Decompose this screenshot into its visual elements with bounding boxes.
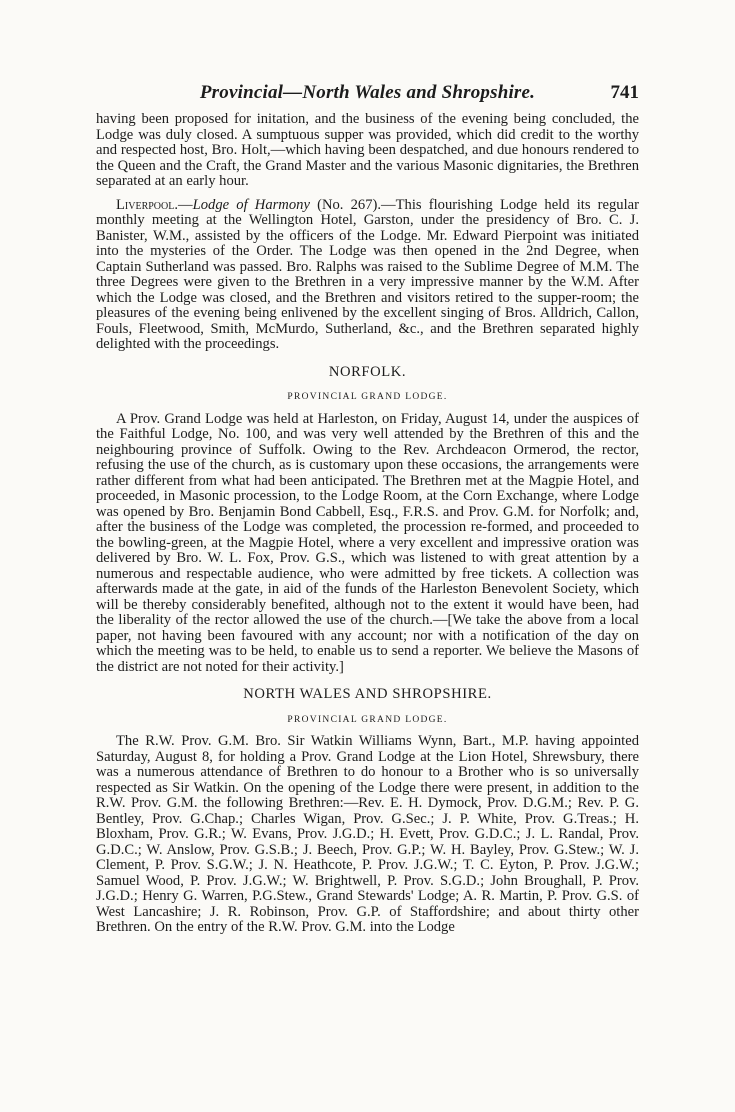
paragraph-liverpool-text: (No. 267).—This flourishing Lodge held its regular monthly meeting at the Wellington Hotel, Garston, under the presidency of Bro. C. J. Banister, W.M., assisted by the officers of the Lodge. Mr. Edward Pierpoint was initiated into the mysteries of the Order. The Lodge was then opened in the 2nd Degree, when Captain Sutherland was passed. Bro. Ralphs was raised to the Sublime Degree of M.M. The three Degrees were given to the Brethren in a very impressive manner by the W.M. After which the Lodge was closed, and the Brethren and visitors retired to the supper-room; the pleasures of the evening being enlivened by the excellent singing of Bros. Alldrich, Callon, Fouls, Fleetwood, Smith, McMurdo, Sutherland, &c., and the Brethren separated highly delighted with the proceedings. [96, 196, 639, 352]
dash: — [178, 196, 193, 213]
place-name: Liverpool. [116, 196, 179, 213]
paragraph-liverpool [96, 198, 639, 353]
subheading-norfolk: PROVINCIAL GRAND LODGE. [287, 392, 448, 402]
paragraph-continuation: having been proposed for initation, and the business of the evening being concluded, the Lodge was duly closed. A sumptuous supper was provided, which did credit to the worthy and respected host, Bro. Holt,—which having been despatched, and due honours rendered to the Queen and the Craft, the Grand Master and the various Masonic dignitaries, the Brethren separated at an early hour. [96, 111, 639, 189]
page-number: 741 [610, 82, 639, 103]
paragraph-norfolk: A Prov. Grand Lodge was held at Harleston, on Friday, August 14, under the auspices of the Faithful Lodge, No. 100, and was very well attended by the Brethren of this and the neighbouring province of Suffolk. Owing to the Rev. Archdeacon Ormerod, the rector, refusing the use of the church, as is customary upon these occasions, the arrangements were rather different from what had been anticipated. The Brethren met at the Magpie Hotel, and proceeded, in Masonic procession, to the Lodge Room, at the Corn Exchange, where Lodge was opened by Bro. Benjamin Bond Cabbell, Esq., F.R.S. and Prov. G.M. for Norfolk; and, after the business of the Lodge was completed, the procession re-formed, and proceeded to the bowling-green, at the Magpie Hotel, where a very excellent and impressive oration was delivered by Bro. W. L. Fox, Prov. G.S., which was listened to with great attention by a numerous and respectable audience, who were admitted by free tickets. A collection was afterwards made at the gate, in aid of the funds of the Harleston Benevolent Society, which will be thereby considerably benefited, although not to the extent it would have been, had the liberality of the rector allowed the use of the church.—[We take the above from a local paper, not having been favoured with any account; nor with a notification of the day on which the meeting was to be held, to enable us to send a reporter. We believe the Masons of the district are not noted for their activity.] [96, 410, 639, 675]
lodge-name: Lodge of Harmony [192, 196, 310, 213]
article-body [96, 112, 639, 936]
section-heading-norfolk: NORFOLK. [328, 363, 407, 380]
subheading-north-wales: PROVINCIAL GRAND LODGE. [287, 714, 448, 725]
section-heading-north-wales: NORTH WALES AND SHROPSHIRE. [243, 686, 492, 702]
running-title: Provincial—North Wales and Shropshire. [199, 82, 536, 103]
paragraph-north-wales: The R.W. Prov. G.M. Bro. Sir Watkin Williams Wynn, Bart., M.P. having appointed Saturday, August 8, for holding a Prov. Grand Lodge at the Lion Hotel, Shrewsbury, there was a numerous attendance of Brethren to do honour to a Brother who is so universally respected as Sir Watkin. On the opening of the Lodge there were present, in addition to the R.W. Prov. G.M. the following Brethren:—Rev. E. H. Dymock, Prov. D.G.M.; Rev. P. G. Bentley, Prov. G.Chap.; Charles Wigan, Prov. G.Sec.; J. P. White, Prov. G.Treas.; H. Bloxham, Prov. G.R.; W. Evans, Prov. J.G.D.; H. Evett, Prov. G.D.C.; J. L. Randal, Prov. G.D.C.; W. Anslow, Prov. G.S.B.; J. Beech, Prov. G.P.; W. H. Bayley, Prov. G.Stew.; W. J. Clement, P. Prov. S.G.W.; J. N. Heathcote, P. Prov. J.G.W.; T. C. Eyton, P. Prov. J.G.W.; Samuel Wood, P. Prov. J.G.W.; W. Brightwell, P. Prov. S.G.D.; John Broughall, P. Prov. J.G.D.; Henry G. Warren, P.G.Stew., Grand Stewards' Lodge; A. R. Martin, P. Prov. G.S. of West Lancashire; J. R. Robinson, Prov. G.P. of Staffordshire; and about thirty other Brethren. On the entry of the R.W. Prov. G.M. into the Lodge [96, 733, 639, 935]
running-head [96, 80, 639, 108]
